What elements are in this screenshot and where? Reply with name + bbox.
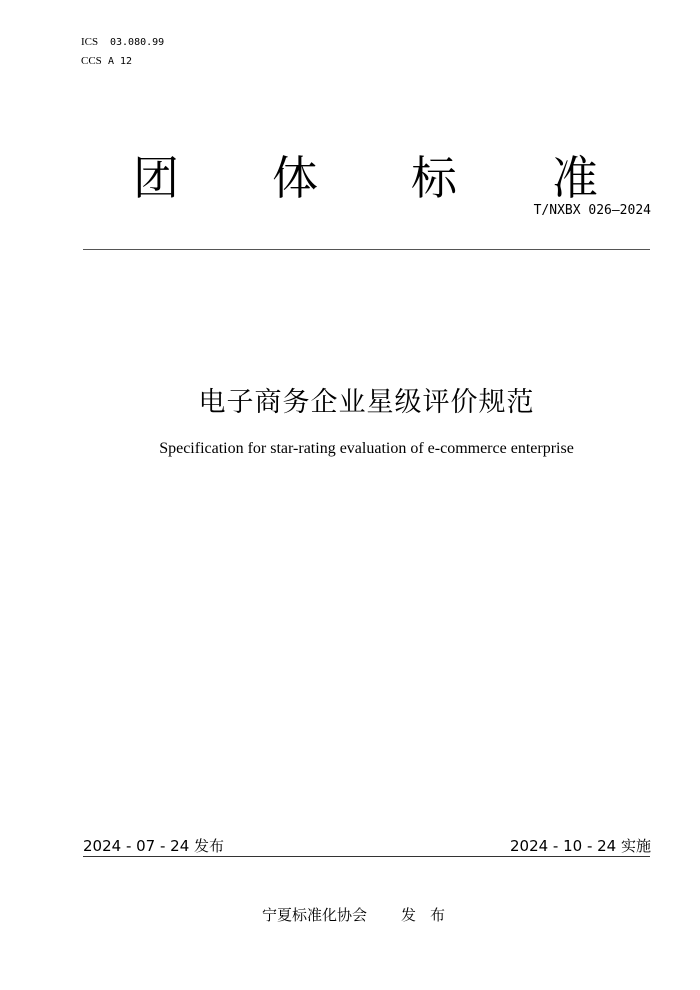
group-standard-title	[0, 150, 700, 206]
ccs-label: CCS	[81, 55, 102, 67]
implement-date: 2024 - 10 - 24 实施	[509, 837, 651, 855]
bottom-divider	[83, 856, 650, 857]
title-char-2: 体	[272, 151, 318, 205]
ccs-row	[81, 52, 164, 71]
ics-value: 03.080.99	[110, 37, 165, 48]
publisher-name: 宁夏标准化协会	[262, 906, 368, 924]
standard-number: T/NXBX 026—2024	[533, 203, 651, 218]
english-title: Specification for star-rating evaluation of e-commerce enterprise	[159, 440, 574, 457]
publisher-line	[262, 904, 459, 925]
top-divider	[83, 249, 650, 250]
ics-row	[81, 33, 164, 52]
classification-codes	[81, 33, 164, 71]
title-char-1: 团	[133, 151, 179, 205]
publish-date: 2024 - 07 - 24 发布	[83, 837, 225, 855]
ics-label: ICS	[81, 36, 99, 48]
chinese-title: 电子商务企业星级评价规范	[198, 387, 535, 418]
title-char-3: 标	[411, 151, 457, 205]
issue-label: 发布	[401, 906, 460, 924]
title-char-4: 准	[552, 151, 598, 205]
ccs-value: A 12	[108, 56, 133, 67]
